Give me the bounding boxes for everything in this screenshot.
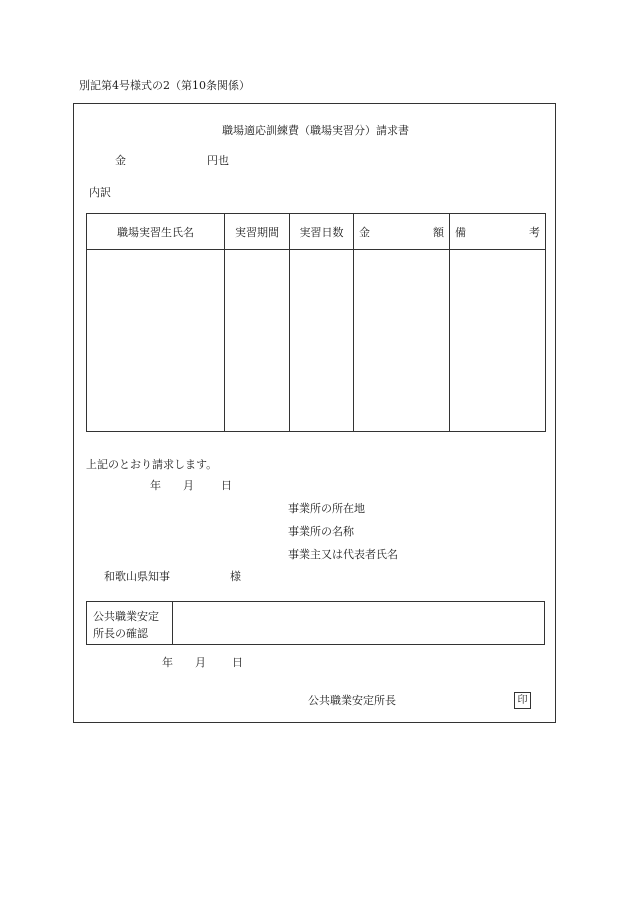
- confirmation-field[interactable]: [173, 602, 544, 644]
- header-remarks: [450, 214, 546, 250]
- seal-mark: 印: [514, 692, 531, 709]
- form-reference: 別記第4号様式の2（第10条関係）: [79, 79, 250, 92]
- header-training-days: 実習日数: [290, 214, 354, 250]
- amount-kin-label: 金: [115, 154, 126, 167]
- header-amount: [354, 214, 450, 250]
- header-trainee-name: 職場実習生氏名: [87, 214, 225, 250]
- header-amount-gaku: 額: [433, 225, 444, 239]
- addressee-honorific: 様: [230, 570, 241, 583]
- header-remarks-bi: 備: [455, 225, 466, 239]
- breakdown-table: [86, 213, 546, 432]
- date2-month: 月: [195, 656, 206, 669]
- cell-training-days[interactable]: [290, 250, 354, 432]
- table-row: [87, 250, 546, 432]
- addressee-name: 和歌山県知事: [104, 570, 170, 583]
- confirmation-box: [86, 601, 545, 645]
- office-head-label: 公共職業安定所長: [308, 694, 396, 707]
- confirmation-label-line-1: 公共職業安定: [93, 610, 159, 623]
- confirmation-label-line-2: 所長の確認: [93, 627, 148, 640]
- header-amount-kin: 金: [359, 225, 370, 239]
- date2-year: 年: [162, 656, 173, 669]
- applicant-address-label: 事業所の所在地: [288, 502, 365, 515]
- declaration-text: 上記のとおり請求します。: [86, 458, 218, 471]
- cell-training-period[interactable]: [225, 250, 290, 432]
- cell-remarks[interactable]: [450, 250, 546, 432]
- header-remarks-kou: 考: [529, 225, 540, 239]
- date1-month: 月: [183, 479, 194, 492]
- applicant-representative-label: 事業主又は代表者氏名: [288, 548, 398, 561]
- breakdown-label: 内訳: [89, 186, 111, 199]
- table-header-row: [87, 214, 546, 250]
- date1-day: 日: [221, 479, 232, 492]
- cell-amount[interactable]: [354, 250, 450, 432]
- cell-trainee-name[interactable]: [87, 250, 225, 432]
- amount-yen-label: 円也: [207, 154, 229, 167]
- header-training-period: 実習期間: [225, 214, 290, 250]
- applicant-name-label: 事業所の名称: [288, 525, 354, 538]
- confirmation-label: [87, 602, 173, 644]
- date1-year: 年: [150, 479, 161, 492]
- date2-day: 日: [232, 656, 243, 669]
- form-title: 職場適応訓練費（職場実習分）請求書: [222, 124, 409, 137]
